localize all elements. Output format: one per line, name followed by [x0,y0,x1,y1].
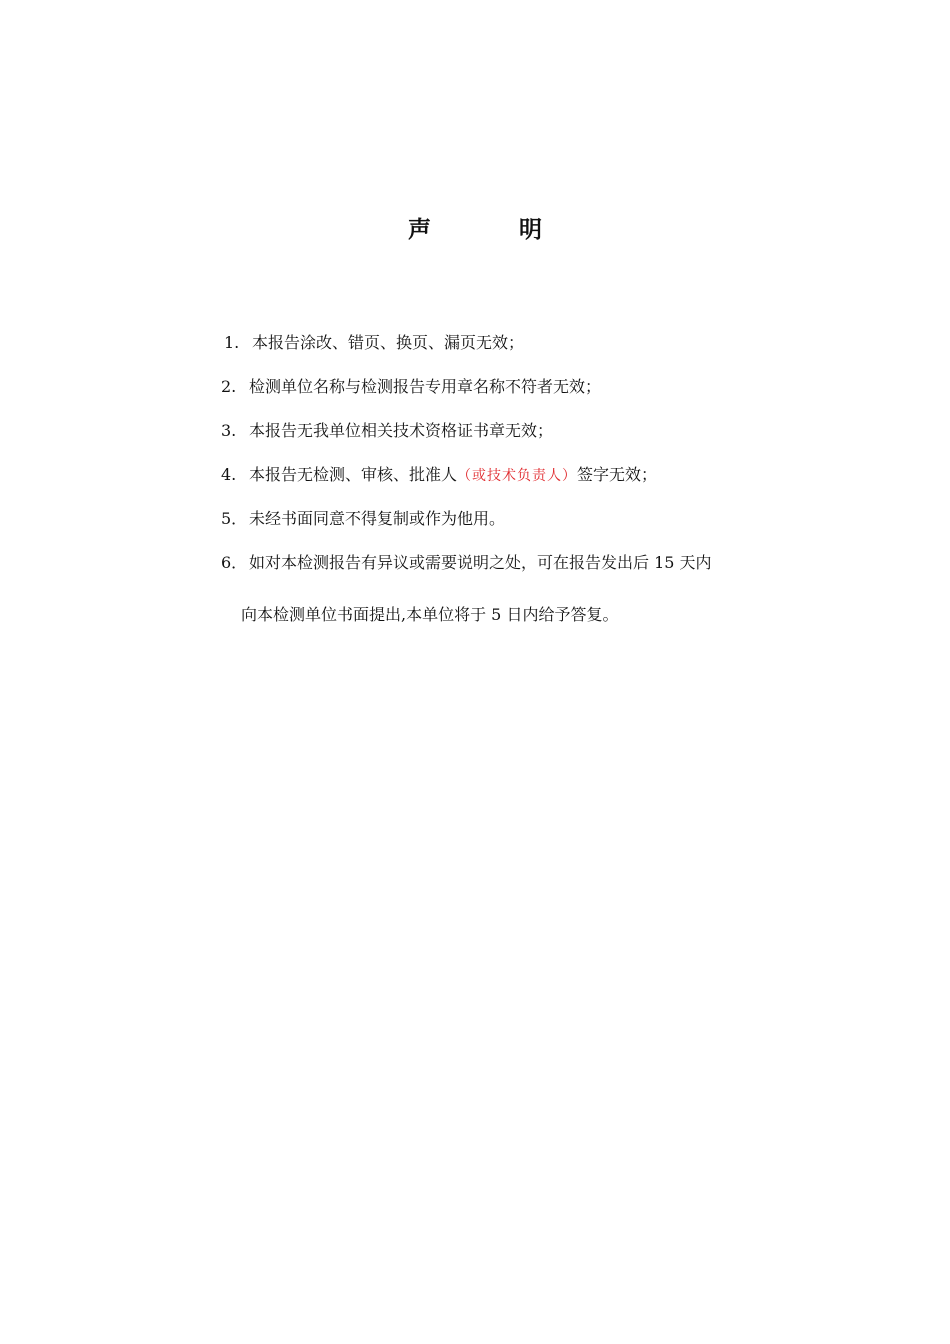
title-char-2: 明 [519,217,542,243]
item-text-highlight: （或技术负责人） [457,468,578,484]
item-text: 未经书面同意不得复制或作为他用。 [249,509,506,528]
statement-item-6 [221,550,712,576]
item-number: 2. [221,377,237,396]
item-number: 4. [221,465,237,484]
statement-item-3 [221,418,553,444]
item-number: 1. [224,333,240,352]
statement-item-5 [221,506,505,532]
statement-item-6-continuation [241,602,618,628]
statement-item-1 [224,330,524,356]
item-text: 本报告无我单位相关技术资格证书章无效； [249,421,554,440]
statement-item-4 [221,462,657,489]
item-text-continuation: 向本检测单位书面提出,本单位将于 5 日内给予答复。 [241,605,619,624]
item-text: 检测单位名称与检测报告专用章名称不符者无效； [249,377,602,396]
item-text: 如对本检测报告有异议或需要说明之处，可在报告发出后 15 天内 [249,553,712,572]
item-number: 3. [221,421,237,440]
title-char-1: 声 [408,217,431,243]
page-title [0,212,950,248]
item-text: 本报告无检测、审核、批准人 [249,465,458,484]
item-number: 5． [221,509,248,528]
item-text: 本报告涂改、错页、换页、漏页无效； [252,333,525,352]
item-number: 6． [221,553,248,572]
item-text-end: 签字无效； [577,465,658,484]
statement-item-2 [221,374,601,400]
